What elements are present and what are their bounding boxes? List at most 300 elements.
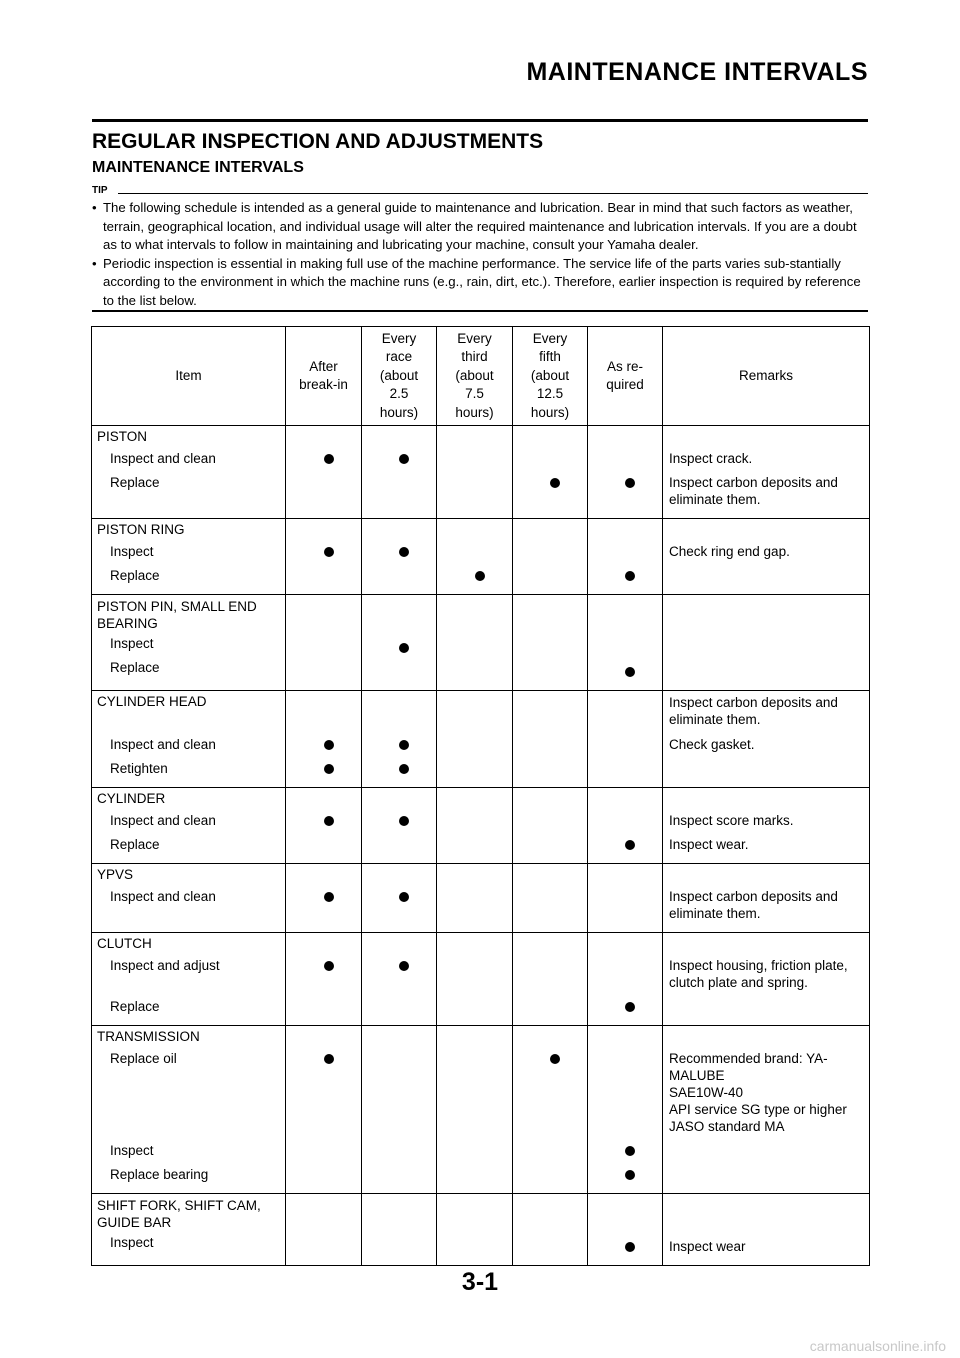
tip-label: TIP <box>92 185 108 196</box>
spacer <box>513 1194 587 1235</box>
mark-slot <box>362 885 436 926</box>
mark-slot <box>513 447 587 471</box>
mark-slot <box>362 564 436 588</box>
mark-slot <box>513 995 587 1019</box>
remarks-cell <box>663 788 870 864</box>
interval-cell <box>437 933 513 1026</box>
spacer <box>588 864 662 885</box>
mark-slot <box>286 833 361 857</box>
remarks-cell <box>663 1026 870 1194</box>
mark-slot <box>286 954 361 995</box>
spacer <box>513 788 587 809</box>
group-name: YPVS <box>97 867 134 882</box>
interval-cell <box>437 788 513 864</box>
spacer <box>663 933 869 954</box>
interval-cell <box>437 426 513 519</box>
interval-cell <box>362 933 437 1026</box>
interval-cell <box>362 864 437 933</box>
mark-slot <box>437 636 512 660</box>
mark-slot <box>437 809 512 833</box>
mark-slot <box>362 833 436 857</box>
header-rule <box>92 119 868 122</box>
spacer <box>362 519 436 540</box>
mark-slot <box>286 733 361 757</box>
group-name: CYLINDER HEAD <box>97 694 207 709</box>
mark-slot <box>362 1139 436 1163</box>
interval-cell <box>588 595 663 691</box>
spacer <box>513 933 587 954</box>
task-remark: Inspect crack. <box>669 451 753 466</box>
interval-cell <box>513 933 588 1026</box>
interval-cell <box>362 691 437 788</box>
mark-slot <box>286 995 361 1019</box>
spacer <box>437 595 512 636</box>
interval-cell <box>588 933 663 1026</box>
mark-slot <box>588 447 662 471</box>
spacer <box>437 691 512 733</box>
col-header-as-required: As re- quired <box>588 327 663 426</box>
mark-slot <box>437 833 512 857</box>
mark-slot <box>362 447 436 471</box>
interval-cell <box>513 691 588 788</box>
spacer <box>437 1194 512 1235</box>
mark-slot <box>286 809 361 833</box>
group-name: SHIFT FORK, SHIFT CAM, GUIDE BAR <box>97 1198 261 1230</box>
filled-circle-icon <box>625 571 635 581</box>
task-name: Inspect and clean <box>110 451 216 466</box>
mark-slot <box>286 660 361 684</box>
table-row <box>92 788 870 864</box>
remarks-cell <box>663 691 870 788</box>
filled-circle-icon <box>324 764 334 774</box>
task-remark <box>663 1163 869 1187</box>
interval-cell <box>437 864 513 933</box>
spacer <box>362 1194 436 1235</box>
mark-slot <box>588 885 662 926</box>
mark-slot <box>588 1235 662 1259</box>
task-remark: Inspect wear <box>669 1239 746 1254</box>
watermark: carmanualsonline.info <box>809 1338 946 1354</box>
mark-slot <box>588 1139 662 1163</box>
mark-slot <box>286 471 361 512</box>
interval-cell <box>286 864 362 933</box>
spacer <box>437 519 512 540</box>
spacer <box>362 595 436 636</box>
interval-cell <box>513 595 588 691</box>
task-name: Inspect <box>110 1235 154 1250</box>
interval-cell <box>513 1026 588 1194</box>
page-number: 3-1 <box>461 1268 499 1296</box>
mark-slot <box>286 1139 361 1163</box>
spacer <box>513 1026 587 1047</box>
interval-cell <box>286 1026 362 1194</box>
item-cell <box>92 864 286 933</box>
mark-slot <box>286 447 361 471</box>
col-header-every-third: Every third (about 7.5 hours) <box>437 327 513 426</box>
spacer <box>663 1194 869 1235</box>
interval-cell <box>286 933 362 1026</box>
spacer <box>513 519 587 540</box>
interval-cell <box>362 426 437 519</box>
spacer <box>286 864 361 885</box>
mark-slot <box>362 660 436 684</box>
group-name: PISTON <box>97 429 148 444</box>
filled-circle-icon <box>625 478 635 488</box>
mark-slot <box>286 540 361 564</box>
mark-slot <box>513 636 587 660</box>
table-row <box>92 595 870 691</box>
task-remark <box>663 636 869 660</box>
task-remark <box>663 757 869 781</box>
mark-slot <box>437 995 512 1019</box>
filled-circle-icon <box>475 571 485 581</box>
filled-circle-icon <box>399 454 409 464</box>
spacer <box>362 933 436 954</box>
interval-cell <box>286 788 362 864</box>
interval-cell <box>286 1194 362 1266</box>
mark-slot <box>437 954 512 995</box>
remarks-cell <box>663 1194 870 1266</box>
spacer <box>513 595 587 636</box>
spacer <box>362 1026 436 1047</box>
interval-cell <box>437 1026 513 1194</box>
filled-circle-icon <box>324 740 334 750</box>
interval-cell <box>437 1194 513 1266</box>
interval-cell <box>588 519 663 595</box>
spacer <box>286 519 361 540</box>
task-name: Replace <box>110 660 160 675</box>
maintenance-table <box>91 326 870 1266</box>
spacer <box>663 595 869 636</box>
task-name: Replace <box>110 568 160 583</box>
interval-cell <box>286 691 362 788</box>
filled-circle-icon <box>324 1054 334 1064</box>
spacer <box>663 426 869 447</box>
spacer <box>513 426 587 447</box>
task-remark <box>663 660 869 684</box>
task-remark <box>663 1139 869 1163</box>
filled-circle-icon <box>399 643 409 653</box>
mark-slot <box>513 809 587 833</box>
interval-cell <box>362 788 437 864</box>
filled-circle-icon <box>550 1054 560 1064</box>
spacer <box>286 788 361 809</box>
filled-circle-icon <box>324 454 334 464</box>
item-cell <box>92 1026 286 1194</box>
task-remark: Inspect housing, friction plate, clutch plate and spring. <box>669 958 848 990</box>
mark-slot <box>513 1139 587 1163</box>
task-name: Inspect and clean <box>110 889 216 904</box>
filled-circle-icon <box>324 961 334 971</box>
group-name: CLUTCH <box>97 936 152 951</box>
interval-cell <box>362 1194 437 1266</box>
tip-rule-bottom <box>92 310 868 312</box>
task-remark <box>663 995 869 1019</box>
interval-cell <box>513 519 588 595</box>
spacer <box>286 933 361 954</box>
mark-slot <box>588 757 662 781</box>
spacer <box>663 1026 869 1047</box>
col-header-every-race: Every race (about 2.5 hours) <box>362 327 437 426</box>
filled-circle-icon <box>399 547 409 557</box>
spacer <box>362 426 436 447</box>
mark-slot <box>286 1235 361 1259</box>
mark-slot <box>513 733 587 757</box>
spacer <box>286 691 361 733</box>
mark-slot <box>513 471 587 512</box>
item-cell <box>92 691 286 788</box>
mark-slot <box>513 757 587 781</box>
col-header-remarks: Remarks <box>663 327 870 426</box>
group-remark: Inspect carbon deposits and eliminate them. <box>669 695 838 727</box>
task-remark: Check gasket. <box>669 737 755 752</box>
item-cell <box>92 933 286 1026</box>
task-name: Retighten <box>110 761 168 776</box>
mark-slot <box>437 885 512 926</box>
spacer <box>437 933 512 954</box>
remarks-cell <box>663 864 870 933</box>
tip-list <box>92 199 870 310</box>
remarks-cell <box>663 933 870 1026</box>
spacer <box>362 788 436 809</box>
filled-circle-icon <box>324 816 334 826</box>
task-remark: Inspect score marks. <box>669 813 794 828</box>
mark-slot <box>286 636 361 660</box>
interval-cell <box>362 519 437 595</box>
spacer <box>286 1026 361 1047</box>
table-row <box>92 864 870 933</box>
mark-slot <box>588 733 662 757</box>
spacer <box>437 1026 512 1047</box>
spacer <box>663 788 869 809</box>
group-name: CYLINDER <box>97 791 166 806</box>
mark-slot <box>513 540 587 564</box>
table-row <box>92 933 870 1026</box>
filled-circle-icon <box>625 1146 635 1156</box>
task-name: Replace <box>110 999 160 1014</box>
item-cell <box>92 595 286 691</box>
spacer <box>437 426 512 447</box>
mark-slot <box>437 1163 512 1187</box>
mark-slot <box>437 733 512 757</box>
mark-slot <box>286 1163 361 1187</box>
interval-cell <box>588 1026 663 1194</box>
mark-slot <box>588 471 662 512</box>
filled-circle-icon <box>625 1242 635 1252</box>
mark-slot <box>362 471 436 512</box>
interval-cell <box>513 864 588 933</box>
interval-cell <box>513 788 588 864</box>
item-cell <box>92 1194 286 1266</box>
interval-cell <box>286 519 362 595</box>
mark-slot <box>513 564 587 588</box>
task-remark: Inspect wear. <box>669 837 749 852</box>
mark-slot <box>437 1235 512 1259</box>
interval-cell <box>588 1194 663 1266</box>
interval-cell <box>588 864 663 933</box>
spacer <box>588 691 662 733</box>
mark-slot <box>513 833 587 857</box>
table-header-row <box>92 327 870 426</box>
table-row <box>92 691 870 788</box>
filled-circle-icon <box>625 840 635 850</box>
spacer <box>588 788 662 809</box>
task-name: Inspect and clean <box>110 737 216 752</box>
task-name: Replace <box>110 475 160 490</box>
mark-slot <box>437 660 512 684</box>
filled-circle-icon <box>399 961 409 971</box>
mark-slot <box>588 1047 662 1139</box>
filled-circle-icon <box>399 740 409 750</box>
filled-circle-icon <box>399 892 409 902</box>
filled-circle-icon <box>399 816 409 826</box>
col-header-every-fifth: Every fifth (about 12.5 hours) <box>513 327 588 426</box>
interval-cell <box>437 595 513 691</box>
filled-circle-icon <box>625 667 635 677</box>
task-remark: Inspect carbon deposits and eliminate them. <box>669 475 838 507</box>
interval-cell <box>588 426 663 519</box>
interval-cell <box>588 691 663 788</box>
spacer <box>588 519 662 540</box>
mark-slot <box>513 1235 587 1259</box>
tip-rule-top <box>118 193 868 194</box>
task-name: Replace bearing <box>110 1167 209 1182</box>
interval-cell <box>362 595 437 691</box>
col-header-item: Item <box>92 327 286 426</box>
mark-slot <box>588 1163 662 1187</box>
group-name: PISTON PIN, SMALL END BEARING <box>97 599 257 631</box>
mark-slot <box>286 757 361 781</box>
mark-slot <box>588 660 662 684</box>
task-name: Inspect <box>110 544 154 559</box>
remarks-cell <box>663 595 870 691</box>
spacer <box>513 691 587 733</box>
spacer <box>588 595 662 636</box>
task-name: Inspect and adjust <box>110 958 220 973</box>
interval-cell <box>588 788 663 864</box>
group-name: PISTON RING <box>97 522 185 537</box>
mark-slot <box>437 447 512 471</box>
interval-cell <box>513 1194 588 1266</box>
mark-slot <box>437 540 512 564</box>
mark-slot <box>588 954 662 995</box>
table-row <box>92 519 870 595</box>
interval-cell <box>286 595 362 691</box>
spacer <box>437 788 512 809</box>
spacer <box>286 426 361 447</box>
filled-circle-icon <box>399 764 409 774</box>
spacer <box>663 864 869 885</box>
spacer <box>286 595 361 636</box>
remarks-cell <box>663 426 870 519</box>
spacer <box>286 1194 361 1235</box>
mark-slot <box>513 954 587 995</box>
mark-slot <box>513 1163 587 1187</box>
spacer <box>437 864 512 885</box>
mark-slot <box>437 1139 512 1163</box>
interval-cell <box>437 691 513 788</box>
task-remark: Inspect carbon deposits and eliminate them. <box>669 889 838 921</box>
tip-item: • Periodic inspection is essential in making full use of the machine performance. The service life of the parts varies sub-stantially according to the environment in which the machine runs (e.g., rain, dirt, etc.). Therefore, earlier inspection is required by reference to the list below. <box>92 255 870 311</box>
mark-slot <box>437 471 512 512</box>
mark-slot <box>362 1047 436 1139</box>
task-name: Inspect and clean <box>110 813 216 828</box>
mark-slot <box>588 540 662 564</box>
spacer <box>362 691 436 733</box>
filled-circle-icon <box>324 892 334 902</box>
item-cell <box>92 519 286 595</box>
mark-slot <box>362 757 436 781</box>
task-remark: Check ring end gap. <box>669 544 790 559</box>
mark-slot <box>362 733 436 757</box>
tip-item: • The following schedule is intended as a general guide to maintenance and lubrication. Bear in mind that such factors as weather, terrain, geographical location, and individual usage will alter the required maintenance and lubrication intervals. If you are a doubt as to what intervals to follow in maintaining and lubricating your machine, consult your Yamaha dealer. <box>92 199 870 255</box>
mark-slot <box>362 995 436 1019</box>
col-header-after-break-in: After break-in <box>286 327 362 426</box>
filled-circle-icon <box>625 1170 635 1180</box>
task-name: Replace <box>110 837 160 852</box>
task-name: Inspect <box>110 1143 154 1158</box>
mark-slot <box>286 1047 361 1139</box>
spacer <box>362 864 436 885</box>
mark-slot <box>362 809 436 833</box>
spacer <box>513 864 587 885</box>
task-remark <box>663 564 869 588</box>
mark-slot <box>588 636 662 660</box>
header-title: MAINTENANCE INTERVALS <box>526 58 868 86</box>
mark-slot <box>437 1047 512 1139</box>
mark-slot <box>513 1047 587 1139</box>
spacer <box>588 1026 662 1047</box>
table-row <box>92 1194 870 1266</box>
mark-slot <box>362 954 436 995</box>
mark-slot <box>513 660 587 684</box>
mark-slot <box>362 636 436 660</box>
spacer <box>663 519 869 540</box>
task-name: Replace oil <box>110 1051 177 1066</box>
filled-circle-icon <box>324 547 334 557</box>
task-name: Inspect <box>110 636 154 651</box>
interval-cell <box>362 1026 437 1194</box>
mark-slot <box>286 564 361 588</box>
subsection-title: MAINTENANCE INTERVALS <box>92 159 304 176</box>
mark-slot <box>437 564 512 588</box>
mark-slot <box>588 809 662 833</box>
mark-slot <box>588 995 662 1019</box>
interval-cell <box>513 426 588 519</box>
table-row <box>92 1026 870 1194</box>
mark-slot <box>513 885 587 926</box>
mark-slot <box>588 833 662 857</box>
mark-slot <box>286 885 361 926</box>
item-cell <box>92 426 286 519</box>
task-remark: Recommended brand: YA- MALUBE SAE10W-40 API service SG type or higher JASO standard MA <box>669 1051 847 1134</box>
mark-slot <box>437 757 512 781</box>
group-name: TRANSMISSION <box>97 1029 200 1044</box>
interval-cell <box>437 519 513 595</box>
spacer <box>588 426 662 447</box>
spacer <box>588 1194 662 1235</box>
mark-slot <box>588 564 662 588</box>
mark-slot <box>362 1163 436 1187</box>
remarks-cell <box>663 519 870 595</box>
interval-cell <box>286 426 362 519</box>
table-row <box>92 426 870 519</box>
section-title: REGULAR INSPECTION AND ADJUSTMENTS <box>92 130 544 153</box>
filled-circle-icon <box>550 478 560 488</box>
spacer <box>588 933 662 954</box>
item-cell <box>92 788 286 864</box>
mark-slot <box>362 540 436 564</box>
